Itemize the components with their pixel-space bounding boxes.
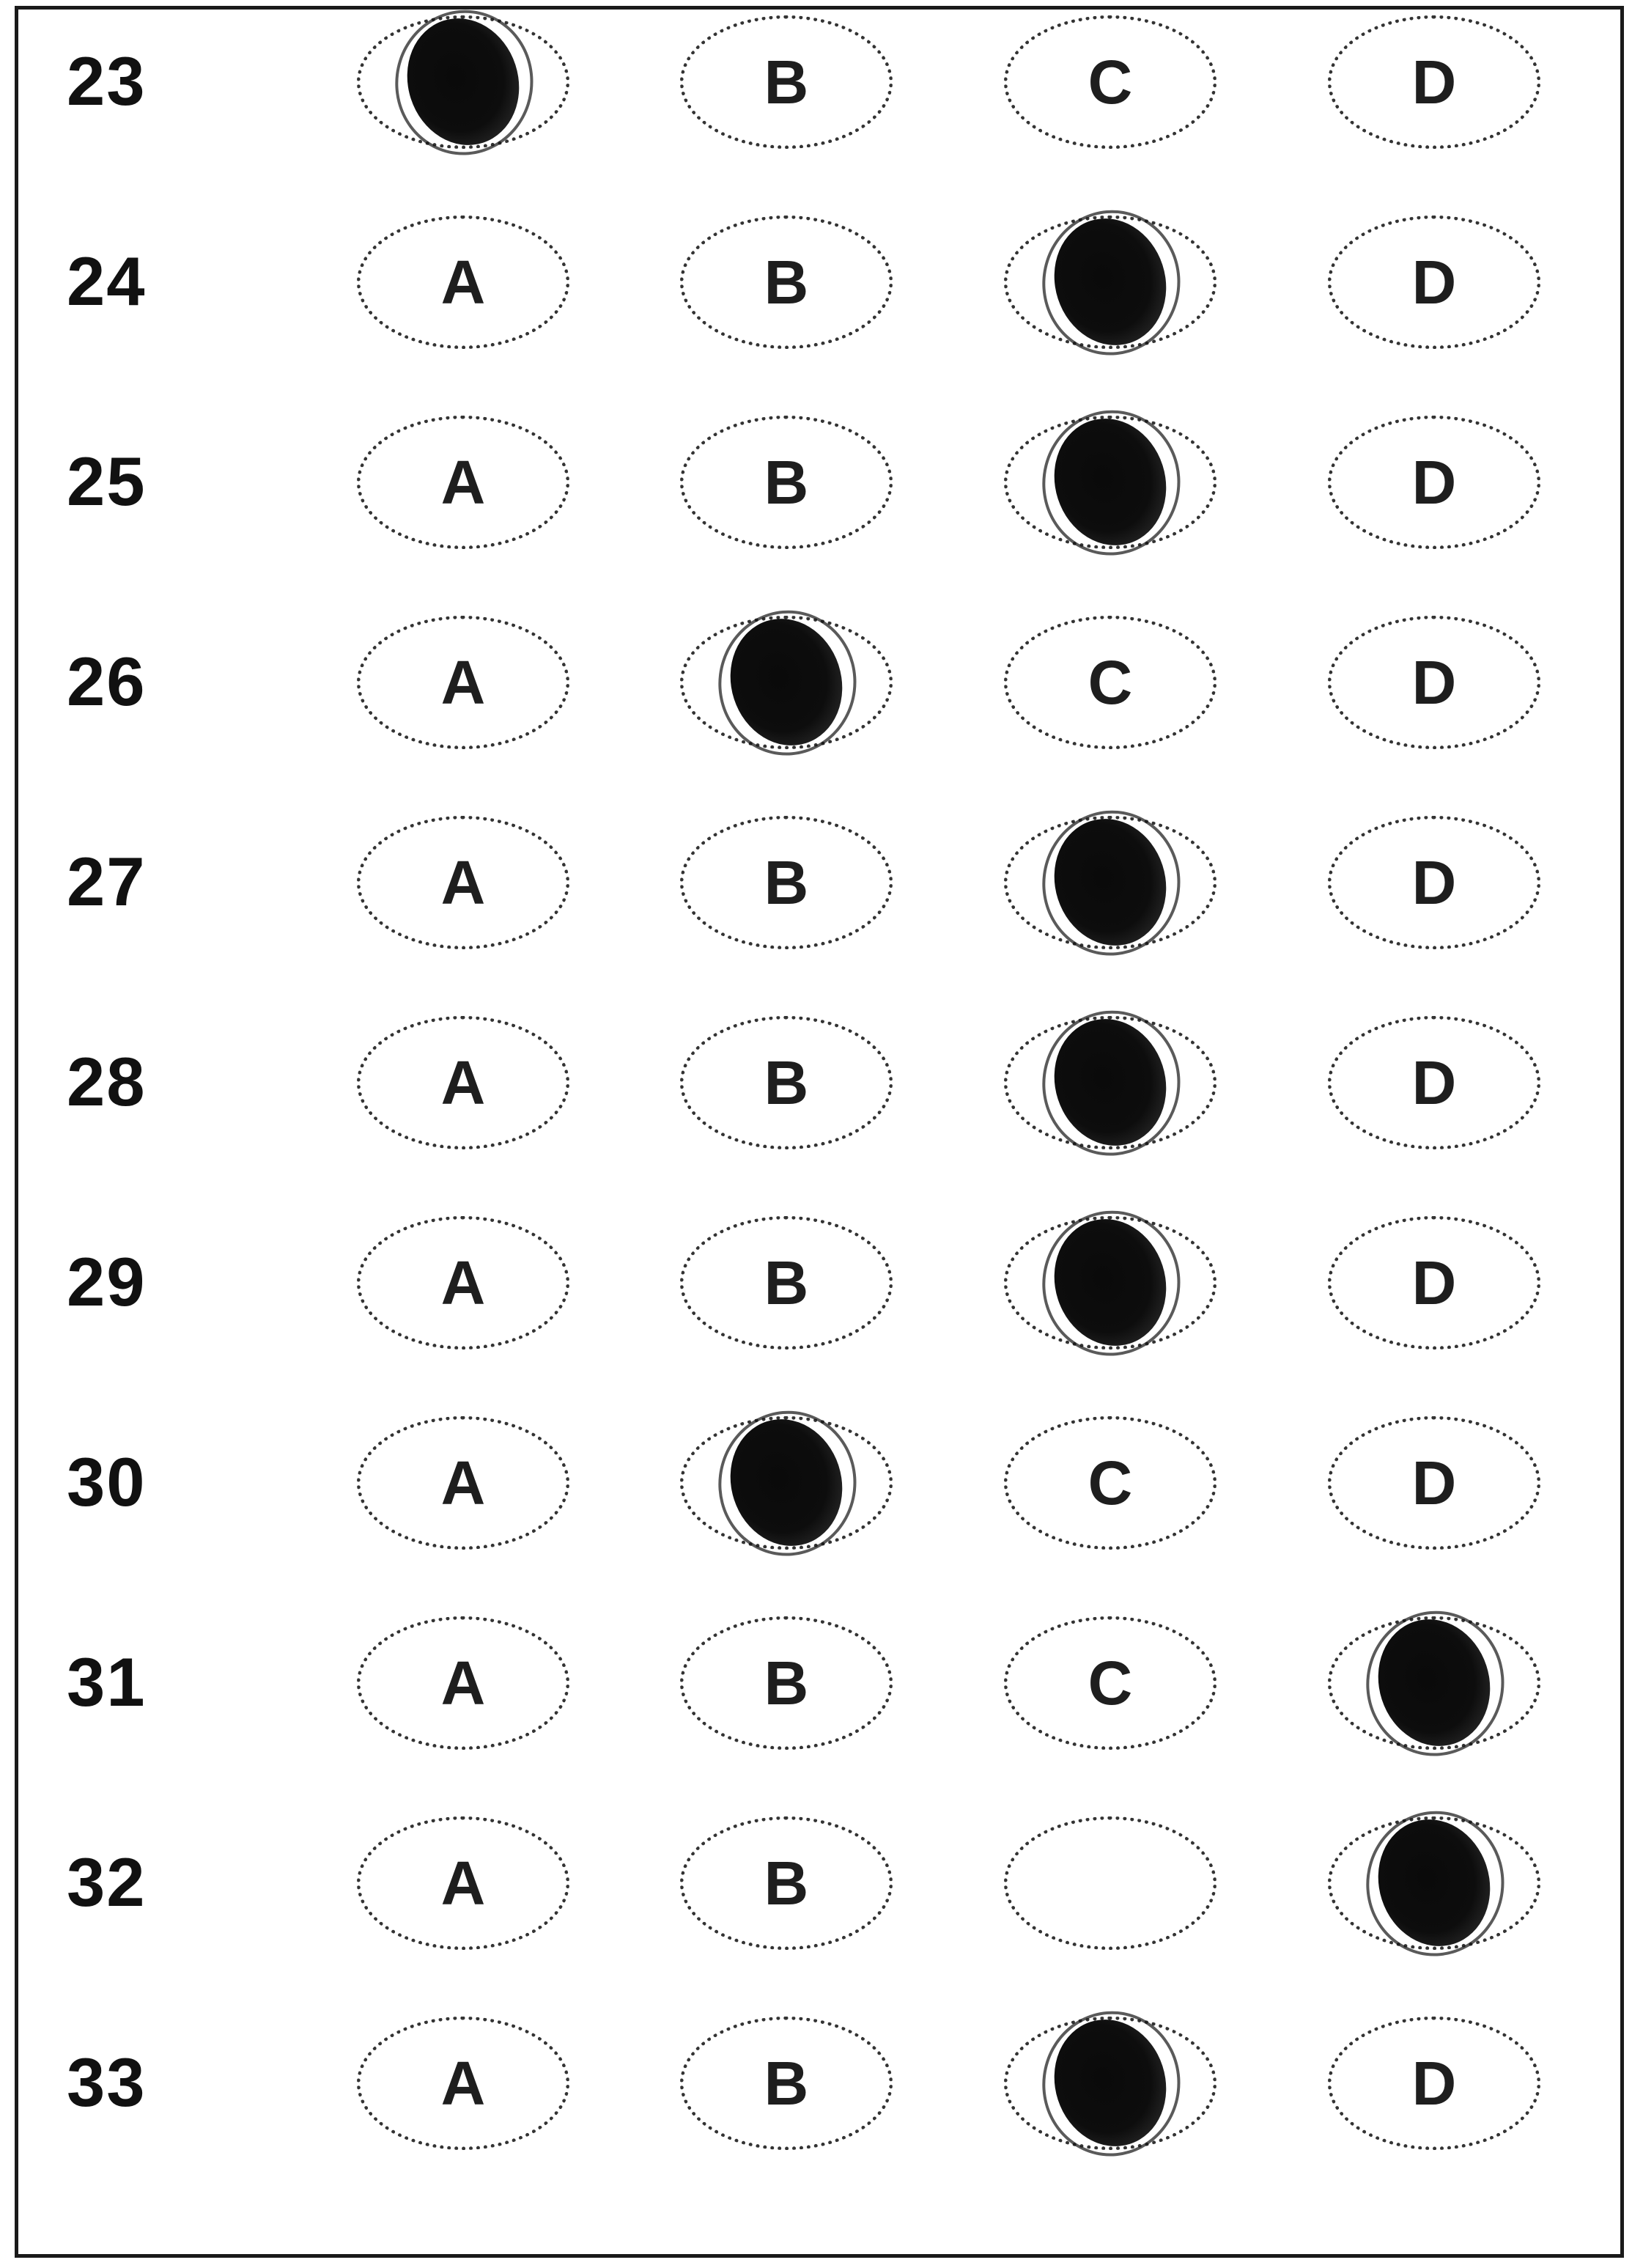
bubble-letter: A [440, 447, 486, 517]
answer-bubble-d[interactable] [1328, 816, 1540, 949]
bubble-letter: D [1411, 2048, 1457, 2118]
answer-bubble-c[interactable] [1004, 1016, 1216, 1149]
answer-bubble-d[interactable] [1328, 216, 1540, 349]
bubble-letter: A [440, 1048, 486, 1117]
question-number: 30 [67, 1443, 147, 1520]
answer-bubble-a[interactable] [357, 416, 569, 549]
answer-bubble-c[interactable] [1004, 216, 1216, 349]
pencil-mark [1038, 404, 1183, 560]
pencil-mark [1038, 804, 1183, 960]
answer-bubble-d[interactable] [1328, 1416, 1540, 1550]
answer-bubble-b[interactable] [680, 416, 893, 549]
bubble-letter: B [764, 1848, 809, 1918]
bubble-letter: B [764, 447, 809, 517]
bubble-letter: D [1411, 247, 1457, 317]
bubble-letter: D [1411, 647, 1457, 717]
answer-bubble-c[interactable] [1004, 416, 1216, 549]
answer-bubble-b[interactable] [680, 1816, 893, 1950]
answer-bubble-a[interactable] [357, 1016, 569, 1149]
answer-bubble-b[interactable] [680, 616, 893, 749]
question-number: 28 [67, 1043, 147, 1120]
bubble-letter: B [764, 2048, 809, 2118]
pencil-mark [1038, 1204, 1183, 1361]
question-number: 25 [67, 443, 147, 520]
answer-bubble-a[interactable] [357, 1616, 569, 1750]
pencil-mark [1038, 1004, 1183, 1160]
answer-bubble-b[interactable] [680, 816, 893, 949]
answer-bubble-a[interactable] [357, 15, 569, 149]
question-number: 26 [67, 643, 147, 720]
answer-bubble-c[interactable] [1004, 616, 1216, 749]
answer-bubble-b[interactable] [680, 1616, 893, 1750]
pencil-mark [1362, 1805, 1507, 1961]
answer-bubble-b[interactable] [680, 1216, 893, 1350]
bubble-letter: A [440, 247, 486, 317]
answer-bubble-d[interactable] [1328, 1016, 1540, 1149]
answer-bubble-d[interactable] [1328, 15, 1540, 149]
answer-bubble-c[interactable] [1004, 816, 1216, 949]
question-row-31 [18, 1609, 1620, 1756]
answer-bubble-d[interactable] [1328, 1616, 1540, 1750]
answer-bubble-a[interactable] [357, 816, 569, 949]
bubble-letter: D [1411, 1248, 1457, 1317]
answer-bubble-d[interactable] [1328, 1816, 1540, 1950]
bubble-letter: A [440, 2048, 486, 2118]
answer-bubble-b[interactable] [680, 1016, 893, 1149]
answer-bubble-b[interactable] [680, 1416, 893, 1550]
question-number: 24 [67, 243, 147, 320]
bubble-letter: B [764, 847, 809, 917]
bubble-letter: B [764, 1648, 809, 1717]
pencil-mark [391, 4, 536, 160]
answer-bubble-d[interactable] [1328, 616, 1540, 749]
question-number: 33 [67, 2044, 147, 2121]
answer-bubble-a[interactable] [357, 2017, 569, 2150]
answer-bubble-a[interactable] [357, 616, 569, 749]
answer-bubble-c[interactable] [1004, 15, 1216, 149]
question-number: 27 [67, 843, 147, 920]
answer-bubble-a[interactable] [357, 216, 569, 349]
bubble-letter: B [764, 247, 809, 317]
bubble-letter: A [440, 647, 486, 717]
bubble-letter: C [1088, 647, 1133, 717]
bubble-letter: D [1411, 1448, 1457, 1517]
question-row-30 [18, 1409, 1620, 1555]
question-row-23 [18, 8, 1620, 155]
question-row-26 [18, 608, 1620, 755]
question-row-32 [18, 1809, 1620, 1956]
pencil-mark [715, 1404, 859, 1561]
bubble-letter: B [764, 47, 809, 117]
answer-sheet [15, 6, 1624, 2258]
answer-bubble-a[interactable] [357, 1216, 569, 1350]
answer-bubble-c[interactable] [1004, 1216, 1216, 1350]
answer-bubble-a[interactable] [357, 1416, 569, 1550]
bubble-letter: B [764, 1248, 809, 1317]
bubble-letter: D [1411, 47, 1457, 117]
bubble-letter: D [1411, 847, 1457, 917]
answer-bubble-b[interactable] [680, 2017, 893, 2150]
question-row-28 [18, 1009, 1620, 1155]
bubble-letter: A [440, 1648, 486, 1717]
answer-bubble-c[interactable] [1004, 2017, 1216, 2150]
question-number: 31 [67, 1643, 147, 1720]
answer-bubble-d[interactable] [1328, 1216, 1540, 1350]
question-row-27 [18, 809, 1620, 955]
bubble-letter: C [1088, 1448, 1133, 1517]
answer-bubble-d[interactable] [1328, 2017, 1540, 2150]
bubble-letter: A [440, 1248, 486, 1317]
bubble-letter: A [440, 1848, 486, 1918]
question-row-33 [18, 2009, 1620, 2156]
bubble-letter: C [1088, 47, 1133, 117]
question-number: 29 [67, 1243, 147, 1320]
question-number: 32 [67, 1844, 147, 1921]
bubble-letter: B [764, 1048, 809, 1117]
answer-bubble-a[interactable] [357, 1816, 569, 1950]
bubble-letter: D [1411, 1048, 1457, 1117]
pencil-mark [715, 604, 859, 760]
question-row-29 [18, 1209, 1620, 1355]
answer-bubble-d[interactable] [1328, 416, 1540, 549]
answer-bubble-c[interactable] [1004, 1616, 1216, 1750]
bubble-letter: A [440, 847, 486, 917]
answer-bubble-b[interactable] [680, 216, 893, 349]
bubble-letter: C [1088, 1648, 1133, 1717]
pencil-mark [1038, 2005, 1183, 2161]
question-row-25 [18, 408, 1620, 555]
pencil-mark [1038, 204, 1183, 360]
bubble-letter: A [440, 1448, 486, 1517]
bubble-letter: D [1411, 447, 1457, 517]
question-number: 23 [67, 43, 147, 119]
answer-bubble-b[interactable] [680, 15, 893, 149]
pencil-mark [1362, 1605, 1507, 1761]
answer-bubble-c[interactable] [1004, 1416, 1216, 1550]
question-row-24 [18, 208, 1620, 355]
answer-bubble-c[interactable] [1004, 1816, 1216, 1950]
